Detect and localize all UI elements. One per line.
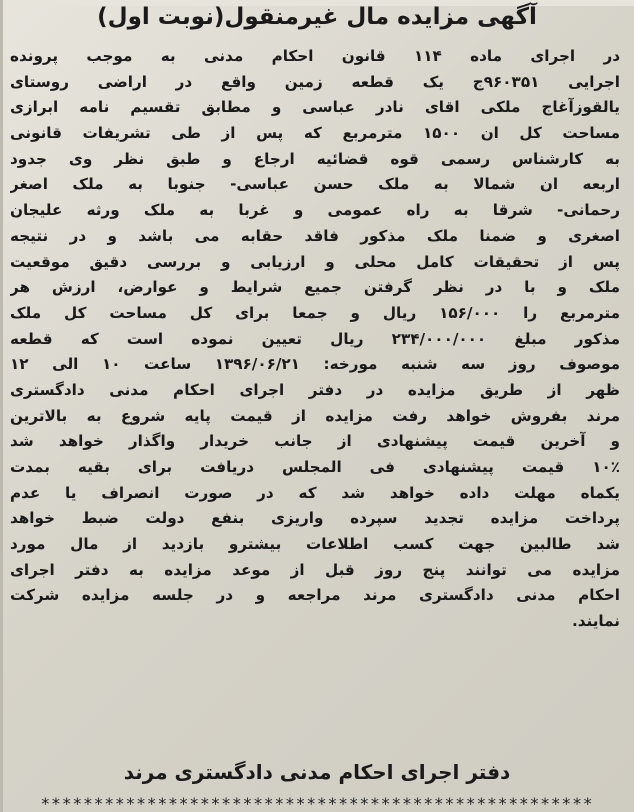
- body-line: احکام مدنی دادگستری مرند مراجعه و در جلسه مزایده شرکت: [10, 586, 620, 605]
- body-line: پس از تحقیقات کامل محلی و ارزیابی و بررسی دقیق موقعیت: [10, 252, 620, 271]
- body-line: ملک و با در نظر گرفتن جمیع شرایط و عوارض، ارزش هر: [10, 278, 620, 297]
- body-line: ظهر از طریق مزایده در دفتر اجرای احکام مدنی دادگستری: [10, 380, 620, 399]
- body-line: یالقوزآغاج ملکی اقای نادر عباسی و مطابق تقسیم نامه ابرازی: [10, 98, 620, 117]
- body-line: اصغری و ضمنا ملک مذکور فاقد حقابه می باشد و در نتیجه: [10, 226, 620, 245]
- body-line: در اجرای ماده ۱۱۴ قانون احکام مدنی به موجب پرونده: [10, 47, 620, 65]
- body-line: پرداخت مزایده تجدید سپرده واریزی بنفع دولت ضبط خواهد: [10, 509, 620, 528]
- notice-signature: دفتر اجرای احکام مدنی دادگستری مرند: [123, 760, 511, 784]
- body-line: نمایند.: [571, 612, 620, 631]
- body-line: مرند بفروش خواهد رفت مزایده از قیمت پایه شروع به بالاترین: [10, 406, 620, 425]
- notice-title: آگهی مزایده مال غیرمنقول(نوبت اول): [97, 4, 537, 30]
- body-line: و آخرین قیمت پیشنهادی از جانب خریدار واگذار خواهد شد: [10, 432, 620, 451]
- body-line: شد طالبین جهت کسب اطلاعات بیشترو بازدید از مال مورد: [10, 535, 620, 554]
- notice-body: [10, 44, 620, 635]
- body-line: یکماه مهلت داده خواهد شد که در صورت انصراف یا عدم: [10, 483, 620, 502]
- body-line: ۱۰٪ قیمت پیشنهادی فی المجلس دریافت برای بقیه بمدت: [10, 458, 620, 476]
- body-line: اربعه ان شمالا به ملک حسن عباسی- جنوبا به ملک اصغر: [10, 175, 620, 194]
- body-line: رحمانی- شرقا به راه عمومی و غربا به ملک ورثه علیجان: [10, 201, 620, 220]
- body-line: موصوف روز سه شنبه مورخه: ۱۳۹۶/۰۶/۲۱ ساعت ۱۰ الی ۱۲: [10, 355, 620, 374]
- left-edge: [0, 0, 3, 812]
- body-line: مذکور مبلغ ۲۳۴/۰۰۰/۰۰۰ ریال تعیین نموده است که قطعه: [10, 329, 620, 348]
- body-line: مساحت کل ان ۱۵۰۰ مترمربع که پس از طی تشریفات قانونی: [10, 124, 620, 143]
- body-line: به کارشناس رسمی قوه قضائیه ارجاع و طبق نظر وی جدود: [10, 149, 620, 168]
- body-line: مزایده می توانند پنج روز قبل از موعد مزایده به دفتر اجرای: [10, 560, 620, 579]
- star-border: ****************************************************: [40, 796, 594, 812]
- body-line: مترمربع را ۱۵۶/۰۰۰ ریال و جمعا برای کل مساحت کل ملک: [10, 303, 620, 322]
- body-line: اجرایی ۹۶۰۳۵۱ج یک قطعه زمین واقع در اراضی روستای: [10, 72, 620, 91]
